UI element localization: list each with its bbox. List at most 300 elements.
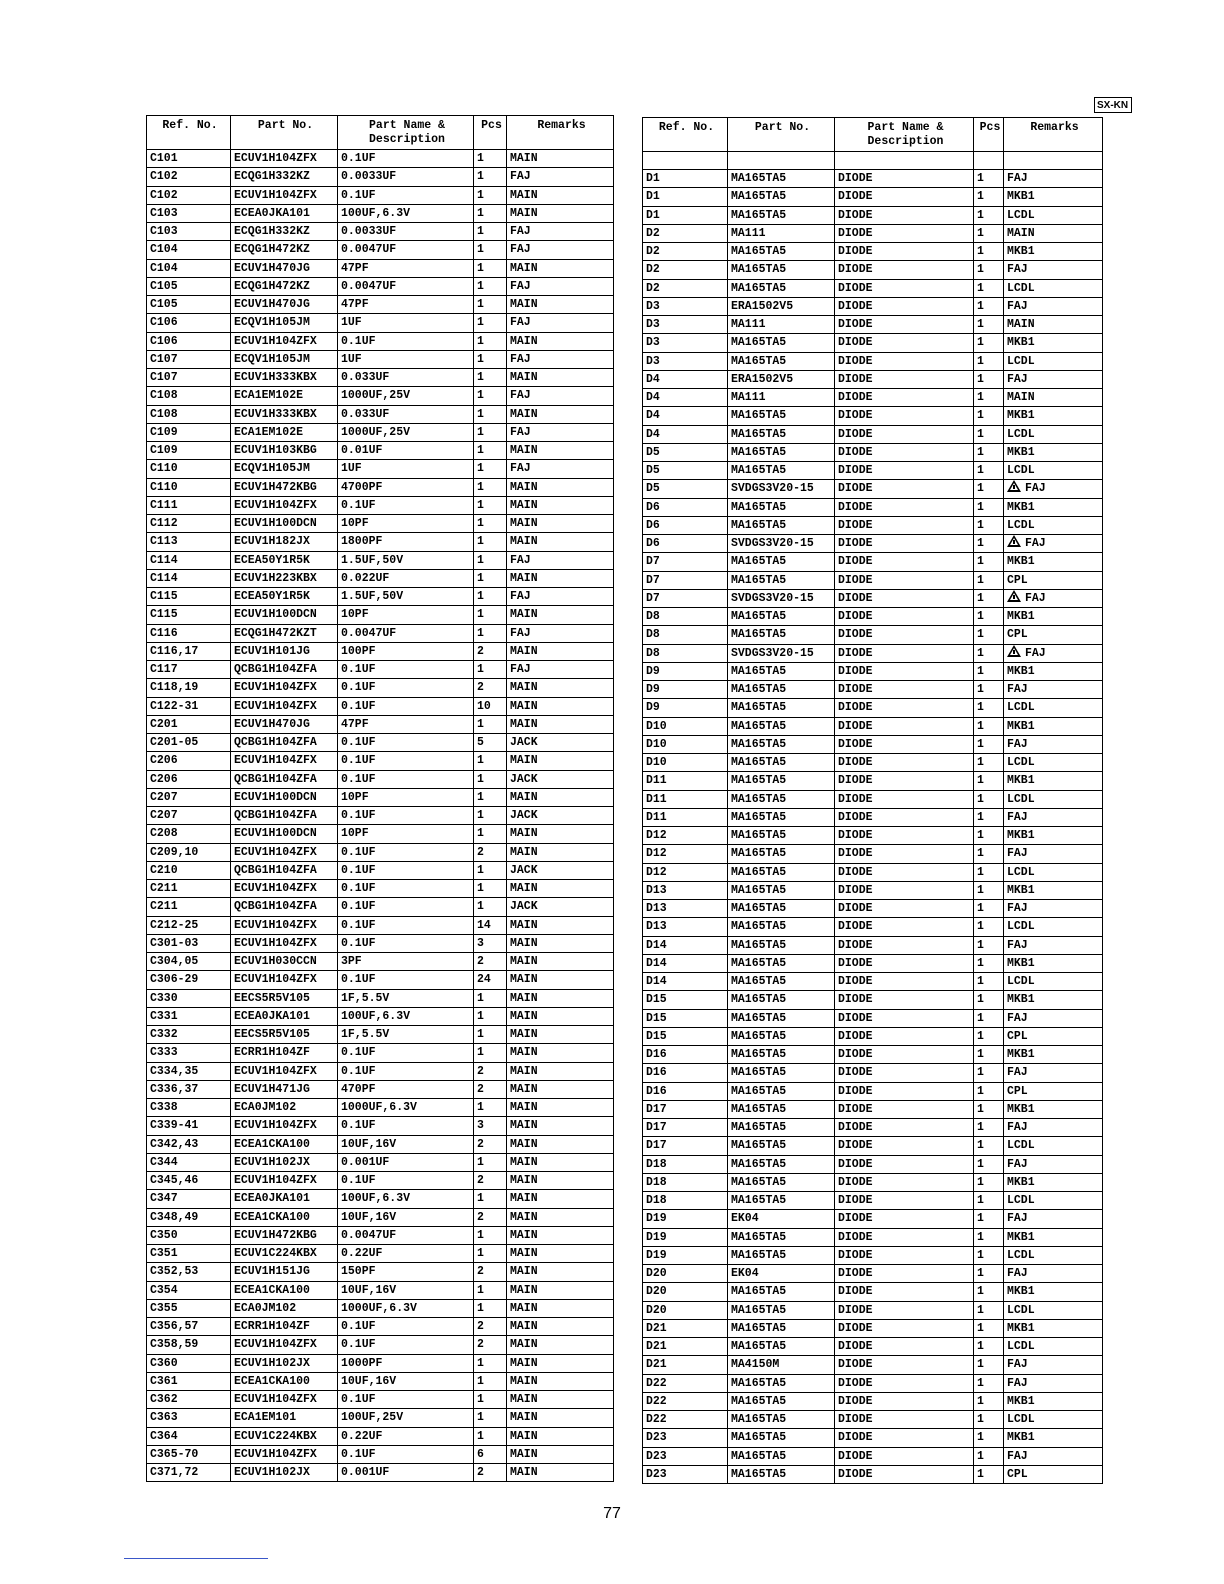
part-no-cell: MA165TA5: [728, 845, 835, 863]
part-no-cell: ECUV1H104ZFX: [231, 1391, 338, 1409]
part-no-cell: ECUV1H100DCN: [231, 606, 338, 624]
ref-no-cell: C339-41: [147, 1117, 231, 1135]
table-header-row: [147, 116, 614, 150]
pcs-cell: 14: [474, 916, 507, 934]
column-header-pcs: Pcs: [974, 118, 1004, 152]
part-name-cell: 0.001UF: [338, 1153, 474, 1171]
part-name-cell: 10PF: [338, 788, 474, 806]
table-row: [643, 352, 1103, 370]
remarks-cell: FAJ: [1004, 1119, 1103, 1137]
part-no-cell: ECQV1H105JM: [231, 350, 338, 368]
part-name-cell: DIODE: [835, 370, 974, 388]
ref-no-cell: C334,35: [147, 1062, 231, 1080]
table-row: [643, 735, 1103, 753]
part-no-cell: MA165TA5: [728, 1301, 835, 1319]
pcs-cell: 2: [474, 1080, 507, 1098]
table-row: [147, 788, 614, 806]
pcs-cell: 1: [974, 954, 1004, 972]
pcs-cell: 1: [474, 715, 507, 733]
part-name-cell: DIODE: [835, 918, 974, 936]
remarks-cell: MAIN: [507, 788, 614, 806]
part-no-cell: MA165TA5: [728, 772, 835, 790]
remarks-cell: MAIN: [507, 1427, 614, 1445]
part-no-cell: MA165TA5: [728, 206, 835, 224]
part-no-cell: MA165TA5: [728, 1392, 835, 1410]
part-no-cell: QCBG1H104ZFA: [231, 861, 338, 879]
remarks-cell: LCDL: [1004, 1192, 1103, 1210]
table-row: [147, 204, 614, 222]
remarks-cell: FAJ: [1004, 900, 1103, 918]
remarks-cell: FAJ: [1004, 370, 1103, 388]
ref-no-cell: D4: [643, 425, 728, 443]
ref-no-cell: D15: [643, 1027, 728, 1045]
pcs-cell: 1: [974, 1046, 1004, 1064]
part-no-cell: MA165TA5: [728, 1283, 835, 1301]
ref-no-cell: D14: [643, 973, 728, 991]
part-no-cell: MA165TA5: [728, 662, 835, 680]
part-no-cell: MA165TA5: [728, 699, 835, 717]
pcs-cell: 1: [474, 515, 507, 533]
remarks-cell: MKB1: [1004, 407, 1103, 425]
table-row: [643, 681, 1103, 699]
remarks-cell: FAJ: [1004, 1210, 1103, 1228]
part-no-cell: MA165TA5: [728, 973, 835, 991]
ref-no-cell: C116,17: [147, 642, 231, 660]
ref-no-cell: D16: [643, 1046, 728, 1064]
table-row: [147, 314, 614, 332]
table-row: [147, 1391, 614, 1409]
pcs-cell: 1: [974, 991, 1004, 1009]
part-name-cell: 1UF: [338, 314, 474, 332]
pcs-cell: 1: [974, 462, 1004, 480]
part-name-cell: 0.01UF: [338, 442, 474, 460]
remarks-cell: FAJ: [507, 168, 614, 186]
part-name-cell: 0.1UF: [338, 186, 474, 204]
part-name-cell: DIODE: [835, 443, 974, 461]
ref-no-cell: C109: [147, 423, 231, 441]
remarks-cell: LCDL: [1004, 1411, 1103, 1429]
part-no-cell: MA165TA5: [728, 1119, 835, 1137]
table-row: [147, 1117, 614, 1135]
ref-no-cell: C350: [147, 1226, 231, 1244]
table-row: [147, 1464, 614, 1482]
remarks-label: FAJ: [1025, 591, 1046, 605]
part-no-cell: MA165TA5: [728, 243, 835, 261]
part-no-cell: MA165TA5: [728, 1082, 835, 1100]
part-name-cell: DIODE: [835, 462, 974, 480]
remarks-cell: LCDL: [1004, 206, 1103, 224]
table-row: [147, 150, 614, 168]
parts-table-left: [146, 115, 614, 1482]
remarks-cell: FAJ: [1004, 1356, 1103, 1374]
parts-table-right-body: [643, 152, 1103, 1484]
part-name-cell: DIODE: [835, 608, 974, 626]
remarks-cell: MAIN: [507, 1372, 614, 1390]
pcs-cell: 1: [974, 699, 1004, 717]
ref-no-cell: D15: [643, 1009, 728, 1027]
part-no-cell: ECEA1CKA100: [231, 1372, 338, 1390]
remarks-label: FAJ: [1025, 646, 1046, 660]
pcs-cell: 1: [974, 352, 1004, 370]
table-row: [643, 936, 1103, 954]
safety-warning-icon: [1007, 645, 1021, 657]
part-no-cell: MA111: [728, 316, 835, 334]
pcs-cell: 1: [474, 1099, 507, 1117]
part-no-cell: ECEA0JKA101: [231, 204, 338, 222]
part-name-cell: 10PF: [338, 606, 474, 624]
ref-no-cell: C207: [147, 788, 231, 806]
part-no-cell: ECEA1CKA100: [231, 1208, 338, 1226]
part-name-cell: 10PF: [338, 515, 474, 533]
part-no-cell: ECUV1H104ZFX: [231, 880, 338, 898]
part-name-cell: DIODE: [835, 535, 974, 553]
pcs-cell: 1: [974, 717, 1004, 735]
part-no-cell: ECUV1H104ZFX: [231, 496, 338, 514]
remarks-cell: MKB1: [1004, 443, 1103, 461]
pcs-cell: 1: [474, 588, 507, 606]
ref-no-cell: D21: [643, 1356, 728, 1374]
pcs-cell: 1: [974, 808, 1004, 826]
part-no-cell: ECUV1H104ZFX: [231, 1117, 338, 1135]
remarks-cell: JACK: [507, 734, 614, 752]
ref-no-cell: D6: [643, 535, 728, 553]
part-no-cell: ECQV1H105JM: [231, 460, 338, 478]
part-no-cell: MA165TA5: [728, 1100, 835, 1118]
remarks-cell: CPL: [1004, 626, 1103, 644]
ref-no-cell: D15: [643, 991, 728, 1009]
parts-table-right: [642, 117, 1103, 1484]
remarks-cell: MAIN: [507, 1281, 614, 1299]
remarks-cell: MAIN: [507, 1062, 614, 1080]
remarks-cell: MKB1: [1004, 827, 1103, 845]
part-name-cell: DIODE: [835, 1301, 974, 1319]
pcs-cell: 1: [974, 1192, 1004, 1210]
part-no-cell: MA165TA5: [728, 1064, 835, 1082]
ref-no-cell: D6: [643, 516, 728, 534]
table-row: [147, 1299, 614, 1317]
remarks-cell: FAJ: [507, 223, 614, 241]
ref-no-cell: D20: [643, 1283, 728, 1301]
table-row: [643, 900, 1103, 918]
pcs-cell: 2: [474, 843, 507, 861]
part-no-cell: MA165TA5: [728, 1447, 835, 1465]
ref-no-cell: D22: [643, 1411, 728, 1429]
part-name-cell: DIODE: [835, 973, 974, 991]
remarks-cell: [1004, 480, 1103, 498]
table-row: [147, 259, 614, 277]
table-row: [643, 516, 1103, 534]
pcs-cell: 1: [974, 1447, 1004, 1465]
ref-no-cell: D23: [643, 1447, 728, 1465]
remarks-cell: JACK: [507, 770, 614, 788]
table-row: [147, 661, 614, 679]
remarks-cell: MAIN: [507, 1099, 614, 1117]
part-name-cell: DIODE: [835, 224, 974, 242]
remarks-cell: MAIN: [507, 1153, 614, 1171]
table-row: [643, 462, 1103, 480]
part-no-cell: ECUV1H104ZFX: [231, 843, 338, 861]
part-no-cell: MA165TA5: [728, 1173, 835, 1191]
remarks-cell: FAJ: [507, 624, 614, 642]
ref-no-cell: C102: [147, 168, 231, 186]
part-no-cell: ECUV1H104ZFX: [231, 934, 338, 952]
pcs-cell: 2: [474, 1318, 507, 1336]
remarks-cell: FAJ: [507, 588, 614, 606]
table-row: [643, 316, 1103, 334]
remarks-cell: MKB1: [1004, 1283, 1103, 1301]
part-no-cell: ECUV1H100DCN: [231, 825, 338, 843]
pcs-cell: 1: [474, 314, 507, 332]
remarks-cell: MKB1: [1004, 243, 1103, 261]
pcs-cell: 1: [474, 569, 507, 587]
table-row: [643, 1411, 1103, 1429]
table-row: [643, 918, 1103, 936]
table-row: [147, 1026, 614, 1044]
ref-no-cell: C211: [147, 898, 231, 916]
ref-no-cell: C115: [147, 588, 231, 606]
part-no-cell: ECA0JM102: [231, 1099, 338, 1117]
part-no-cell: ECUV1H104ZFX: [231, 679, 338, 697]
ref-no-cell: C118,19: [147, 679, 231, 697]
pcs-cell: 1: [474, 624, 507, 642]
part-no-cell: ECQG1H472KZ: [231, 241, 338, 259]
pcs-cell: 1: [974, 1155, 1004, 1173]
table-row: [643, 1027, 1103, 1045]
ref-no-cell: C103: [147, 204, 231, 222]
ref-no-cell: D11: [643, 808, 728, 826]
ref-no-cell: D6: [643, 498, 728, 516]
pcs-cell: 1: [474, 1026, 507, 1044]
pcs-cell: 1: [474, 606, 507, 624]
pcs-cell: 1: [974, 498, 1004, 516]
part-name-cell: DIODE: [835, 1155, 974, 1173]
pcs-cell: 1: [974, 662, 1004, 680]
part-name-cell: 0.1UF: [338, 661, 474, 679]
pcs-cell: 1: [974, 407, 1004, 425]
part-no-cell: ECEA0JKA101: [231, 1190, 338, 1208]
part-name-cell: DIODE: [835, 1246, 974, 1264]
pcs-cell: 1: [474, 1153, 507, 1171]
part-name-cell: DIODE: [835, 261, 974, 279]
table-row: [643, 973, 1103, 991]
table-row: [643, 261, 1103, 279]
part-no-cell: ECUV1H104ZFX: [231, 1172, 338, 1190]
table-row: [147, 1208, 614, 1226]
pcs-cell: 1: [974, 1265, 1004, 1283]
pcs-cell: 1: [474, 1299, 507, 1317]
pcs-cell: 1: [974, 1411, 1004, 1429]
part-no-cell: MA4150M: [728, 1356, 835, 1374]
pcs-cell: 1: [474, 1245, 507, 1263]
part-name-cell: DIODE: [835, 498, 974, 516]
pcs-cell: 1: [974, 589, 1004, 607]
pcs-cell: 1: [474, 369, 507, 387]
remarks-cell: FAJ: [1004, 1009, 1103, 1027]
pcs-cell: 1: [974, 261, 1004, 279]
pcs-cell: 1: [974, 1246, 1004, 1264]
remarks-cell: FAJ: [1004, 1447, 1103, 1465]
ref-no-cell: C206: [147, 752, 231, 770]
part-no-cell: ECUV1H102JX: [231, 1464, 338, 1482]
remarks-cell: MKB1: [1004, 881, 1103, 899]
ref-no-cell: D18: [643, 1173, 728, 1191]
part-name-cell: 1800PF: [338, 533, 474, 551]
pcs-cell: 1: [474, 405, 507, 423]
ref-no-cell: C106: [147, 332, 231, 350]
remarks-cell: MAIN: [507, 1135, 614, 1153]
table-row: [643, 224, 1103, 242]
column-header-part-no: Part No.: [728, 118, 835, 152]
ref-no-cell: C103: [147, 223, 231, 241]
part-no-cell: EECS5R5V105: [231, 989, 338, 1007]
ref-no-cell: D16: [643, 1082, 728, 1100]
pcs-cell: 1: [974, 370, 1004, 388]
ref-no-cell: C347: [147, 1190, 231, 1208]
remarks-cell: MAIN: [507, 405, 614, 423]
part-no-cell: MA111: [728, 224, 835, 242]
part-name-cell: 1UF: [338, 460, 474, 478]
part-no-cell: ECUV1H104ZFX: [231, 752, 338, 770]
ref-no-cell: D18: [643, 1192, 728, 1210]
table-row: [643, 717, 1103, 735]
part-name-cell: 0.1UF: [338, 1062, 474, 1080]
part-name-cell: 0.1UF: [338, 1336, 474, 1354]
part-name-cell: DIODE: [835, 827, 974, 845]
pcs-cell: 1: [474, 277, 507, 295]
ref-no-cell: D19: [643, 1228, 728, 1246]
safety-warning-icon: [1007, 590, 1021, 602]
part-name-cell: 0.22UF: [338, 1427, 474, 1445]
pcs-cell: 1: [474, 1354, 507, 1372]
remarks-cell: LCDL: [1004, 1301, 1103, 1319]
table-row: [643, 662, 1103, 680]
ref-no-cell: C108: [147, 405, 231, 423]
part-no-cell: MA165TA5: [728, 1374, 835, 1392]
part-name-cell: 0.1UF: [338, 697, 474, 715]
remarks-cell: MAIN: [507, 697, 614, 715]
pcs-cell: 1: [974, 389, 1004, 407]
remarks-cell: CPL: [1004, 1027, 1103, 1045]
part-name-cell: 0.1UF: [338, 752, 474, 770]
pcs-cell: 1: [974, 644, 1004, 662]
part-no-cell: ECUV1H333KBX: [231, 405, 338, 423]
pcs-cell: 1: [974, 334, 1004, 352]
pcs-cell: 1: [974, 1283, 1004, 1301]
part-no-cell: ECUV1H104ZFX: [231, 332, 338, 350]
part-name-cell: 100UF,6.3V: [338, 1007, 474, 1025]
remarks-cell: MAIN: [507, 369, 614, 387]
parts-table-left-body: [147, 150, 614, 1482]
pcs-cell: 1: [974, 443, 1004, 461]
part-name-cell: DIODE: [835, 1137, 974, 1155]
table-row: [147, 460, 614, 478]
table-row: [147, 442, 614, 460]
pcs-cell: 1: [974, 754, 1004, 772]
table-row: [643, 1082, 1103, 1100]
pcs-cell: 1: [974, 863, 1004, 881]
pcs-cell: 1: [974, 1392, 1004, 1410]
ref-no-cell: C358,59: [147, 1336, 231, 1354]
ref-no-cell: C355: [147, 1299, 231, 1317]
remarks-cell: MAIN: [507, 515, 614, 533]
remarks-cell: FAJ: [507, 241, 614, 259]
pcs-cell: 1: [974, 1301, 1004, 1319]
remarks-cell: MKB1: [1004, 1392, 1103, 1410]
pcs-cell: 1: [974, 553, 1004, 571]
ref-no-cell: C206: [147, 770, 231, 788]
pcs-cell: 1: [474, 350, 507, 368]
part-name-cell: 0.1UF: [338, 916, 474, 934]
part-name-cell: DIODE: [835, 1374, 974, 1392]
part-no-cell: MA165TA5: [728, 936, 835, 954]
remarks-cell: MAIN: [507, 715, 614, 733]
part-no-cell: MA165TA5: [728, 1338, 835, 1356]
table-row: [643, 772, 1103, 790]
part-name-cell: 100UF,6.3V: [338, 204, 474, 222]
pcs-cell: 1: [474, 825, 507, 843]
ref-no-cell: D9: [643, 662, 728, 680]
table-row: [643, 845, 1103, 863]
table-row: [147, 1099, 614, 1117]
part-no-cell: ERA1502V5: [728, 297, 835, 315]
part-name-cell: DIODE: [835, 1082, 974, 1100]
pcs-cell: 1: [474, 423, 507, 441]
ref-no-cell: C356,57: [147, 1318, 231, 1336]
pcs-cell: 1: [474, 332, 507, 350]
table-row: [643, 1119, 1103, 1137]
ref-no-cell: D12: [643, 827, 728, 845]
part-name-cell: DIODE: [835, 480, 974, 498]
pcs-cell: 1: [974, 1374, 1004, 1392]
ref-no-cell: D22: [643, 1374, 728, 1392]
ref-no-cell: D2: [643, 224, 728, 242]
part-no-cell: ECUV1H470JG: [231, 259, 338, 277]
ref-no-cell: C210: [147, 861, 231, 879]
table-row: [643, 1265, 1103, 1283]
ref-no-cell: D1: [643, 188, 728, 206]
part-name-cell: DIODE: [835, 389, 974, 407]
table-row: [147, 1354, 614, 1372]
pcs-cell: 1: [474, 442, 507, 460]
ref-no-cell: C107: [147, 350, 231, 368]
part-name-cell: 0.1UF: [338, 1172, 474, 1190]
part-no-cell: MA165TA5: [728, 717, 835, 735]
table-row: [643, 644, 1103, 662]
part-name-cell: DIODE: [835, 352, 974, 370]
pcs-cell: 1: [974, 790, 1004, 808]
remarks-cell: MAIN: [507, 989, 614, 1007]
ref-no-cell: D8: [643, 644, 728, 662]
table-row: [147, 807, 614, 825]
part-name-cell: 47PF: [338, 259, 474, 277]
table-row: [643, 407, 1103, 425]
part-no-cell: ECUV1C224KBX: [231, 1245, 338, 1263]
ref-no-cell: C116: [147, 624, 231, 642]
part-name-cell: 1F,5.5V: [338, 989, 474, 1007]
ref-no-cell: D11: [643, 790, 728, 808]
remarks-cell: MKB1: [1004, 772, 1103, 790]
part-name-cell: 10PF: [338, 825, 474, 843]
part-no-cell: ECUV1H104ZFX: [231, 916, 338, 934]
part-no-cell: MA165TA5: [728, 735, 835, 753]
remarks-cell: CPL: [1004, 571, 1103, 589]
part-no-cell: MA165TA5: [728, 808, 835, 826]
pcs-cell: 1: [974, 243, 1004, 261]
remarks-cell: MAIN: [507, 1080, 614, 1098]
ref-no-cell: D2: [643, 243, 728, 261]
part-name-cell: DIODE: [835, 1100, 974, 1118]
remarks-cell: FAJ: [1004, 845, 1103, 863]
